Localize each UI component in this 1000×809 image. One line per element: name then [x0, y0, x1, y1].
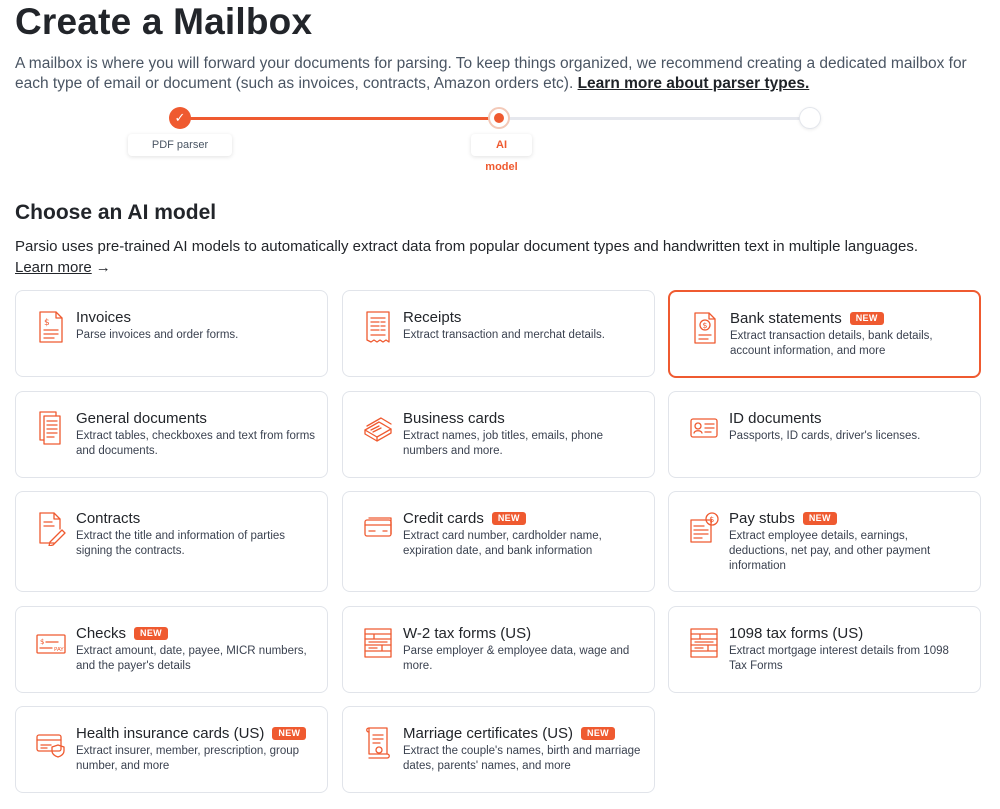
- model-card[interactable]: [15, 706, 328, 793]
- pay-stub-icon: [689, 510, 719, 546]
- check-icon: [36, 625, 66, 661]
- model-card-title-text: Marriage certificates (US): [403, 725, 574, 742]
- step-3-pending: [799, 107, 821, 129]
- parser-types-link[interactable]: Learn more about parser types.: [577, 75, 810, 92]
- model-card-title: [76, 308, 131, 328]
- model-card-description: Extract amount, date, payee, MICR numbers, and the payer's details: [76, 645, 307, 672]
- model-card-title: [729, 624, 863, 644]
- progress-stepper: [0, 100, 1000, 173]
- model-card-title: [403, 624, 531, 644]
- step-1-label: PDF parser: [128, 134, 232, 156]
- model-card-description: Parse invoices and order forms.: [76, 329, 239, 341]
- new-badge: NEW: [272, 727, 306, 740]
- model-card[interactable]: [342, 391, 655, 478]
- credit-card-icon: [363, 510, 393, 546]
- new-badge: NEW: [850, 312, 884, 325]
- model-card[interactable]: [342, 290, 655, 377]
- step-2-dot-icon: [494, 113, 504, 123]
- section-title: Choose an AI model: [15, 201, 217, 224]
- stepper-track-remaining: [500, 117, 810, 120]
- model-card-title-text: 1098 tax forms (US): [729, 625, 864, 642]
- model-card[interactable]: [342, 706, 655, 793]
- stepper-track-complete: [180, 117, 500, 120]
- model-card[interactable]: [342, 606, 655, 693]
- svg-text:$: $: [44, 318, 50, 328]
- model-card-title: [403, 509, 526, 529]
- section-description: [15, 236, 990, 278]
- model-card-description: Parse employer & employee data, wage and more.: [403, 645, 630, 672]
- model-card-title-text: Credit cards: [403, 510, 484, 527]
- model-card-description: Extract the title and information of parties signing the contracts.: [76, 530, 286, 557]
- bank-statement-icon: [690, 310, 720, 346]
- model-card-title: [729, 509, 837, 529]
- model-card-title-text: Contracts: [76, 510, 141, 527]
- model-card-description: Extract transaction and merchat details.: [403, 329, 605, 341]
- new-badge: NEW: [134, 627, 168, 640]
- model-card[interactable]: [668, 391, 981, 478]
- invoice-icon: [36, 309, 66, 345]
- model-card-title-text: Business cards: [403, 410, 505, 427]
- model-card-title-text: Checks: [76, 625, 127, 642]
- model-card-description: Extract mortgage interest details from 1098 Tax Forms: [729, 645, 949, 672]
- contract-icon: [36, 510, 66, 546]
- business-cards-icon: [363, 410, 393, 446]
- model-card[interactable]: [15, 290, 328, 377]
- model-card[interactable]: [668, 491, 981, 592]
- intro-text: [15, 54, 990, 94]
- model-card[interactable]: [15, 606, 328, 693]
- model-card-title-text: General documents: [76, 410, 207, 427]
- model-card-description: Extract tables, checkboxes and text from forms and documents.: [76, 430, 316, 457]
- model-card[interactable]: [668, 290, 981, 378]
- model-card-title-text: Health insurance cards (US): [76, 725, 265, 742]
- model-card-description: Extract names, job titles, emails, phone numbers and more.: [403, 430, 604, 457]
- model-card-description: Extract employee details, earnings, deductions, net pay, and other payment information: [729, 530, 931, 572]
- learn-more-link[interactable]: Learn more: [15, 259, 92, 276]
- insurance-card-icon: [36, 725, 66, 761]
- model-card-title-text: Bank statements: [730, 310, 842, 327]
- tax-form-icon: [363, 625, 393, 661]
- model-card-title-text: W-2 tax forms (US): [403, 625, 532, 642]
- svg-text:$: $: [40, 638, 45, 646]
- model-card[interactable]: [668, 606, 981, 693]
- svg-text:$: $: [702, 321, 708, 330]
- new-badge: NEW: [581, 727, 615, 740]
- model-card-title: [76, 409, 207, 429]
- model-card-title: [76, 624, 168, 644]
- new-badge: NEW: [492, 512, 526, 525]
- intro-body: A mailbox is where you will forward your documents for parsing. To keep things organized, we recommend creating a dedicated mailbox for each type of email or document (such as invoices, contracts, Amazon orders etc).: [15, 55, 967, 92]
- model-card-description: Extract transaction details, bank details, account information, and more: [730, 330, 933, 357]
- model-card-description: Extract insurer, member, prescription, group number, and more: [76, 745, 300, 772]
- model-card-title: [730, 309, 884, 329]
- tax-form-icon: [689, 625, 719, 661]
- step-1-check-icon[interactable]: ✓: [169, 107, 191, 129]
- model-card-title-text: Invoices: [76, 309, 132, 326]
- model-card[interactable]: [15, 491, 328, 592]
- model-card-description: Extract the couple's names, birth and marriage dates, parents' names, and more: [403, 745, 641, 772]
- section-description-text: Parsio uses pre-trained AI models to automatically extract data from popular document types and handwritten text in multiple languages.: [15, 238, 918, 255]
- model-card-title: [76, 724, 306, 744]
- model-card-description: Passports, ID cards, driver's licenses.: [729, 430, 921, 442]
- step-2-label: AI model: [471, 134, 532, 156]
- arrow-right-icon: →: [95, 259, 111, 276]
- model-card-title: [729, 409, 822, 429]
- model-card-title-text: ID documents: [729, 410, 822, 427]
- model-card-title-text: Pay stubs: [729, 510, 795, 527]
- svg-text:PAY: PAY: [54, 647, 64, 653]
- model-card-title: [403, 724, 615, 744]
- receipt-icon: [363, 309, 393, 345]
- id-card-icon: [689, 410, 719, 446]
- svg-text:$: $: [709, 515, 715, 524]
- model-card-description: Extract card number, cardholder name, expiration date, and bank information: [403, 530, 602, 557]
- step-2-current[interactable]: [488, 107, 510, 129]
- certificate-icon: [363, 725, 393, 761]
- model-card[interactable]: [15, 391, 328, 478]
- model-card-title: [76, 509, 140, 529]
- new-badge: NEW: [803, 512, 837, 525]
- page-title: Create a Mailbox: [15, 1, 313, 42]
- documents-icon: [36, 410, 66, 446]
- model-card-title: [403, 409, 505, 429]
- model-card-title: [403, 308, 461, 328]
- model-card[interactable]: [342, 491, 655, 592]
- model-card-title-text: Receipts: [403, 309, 462, 326]
